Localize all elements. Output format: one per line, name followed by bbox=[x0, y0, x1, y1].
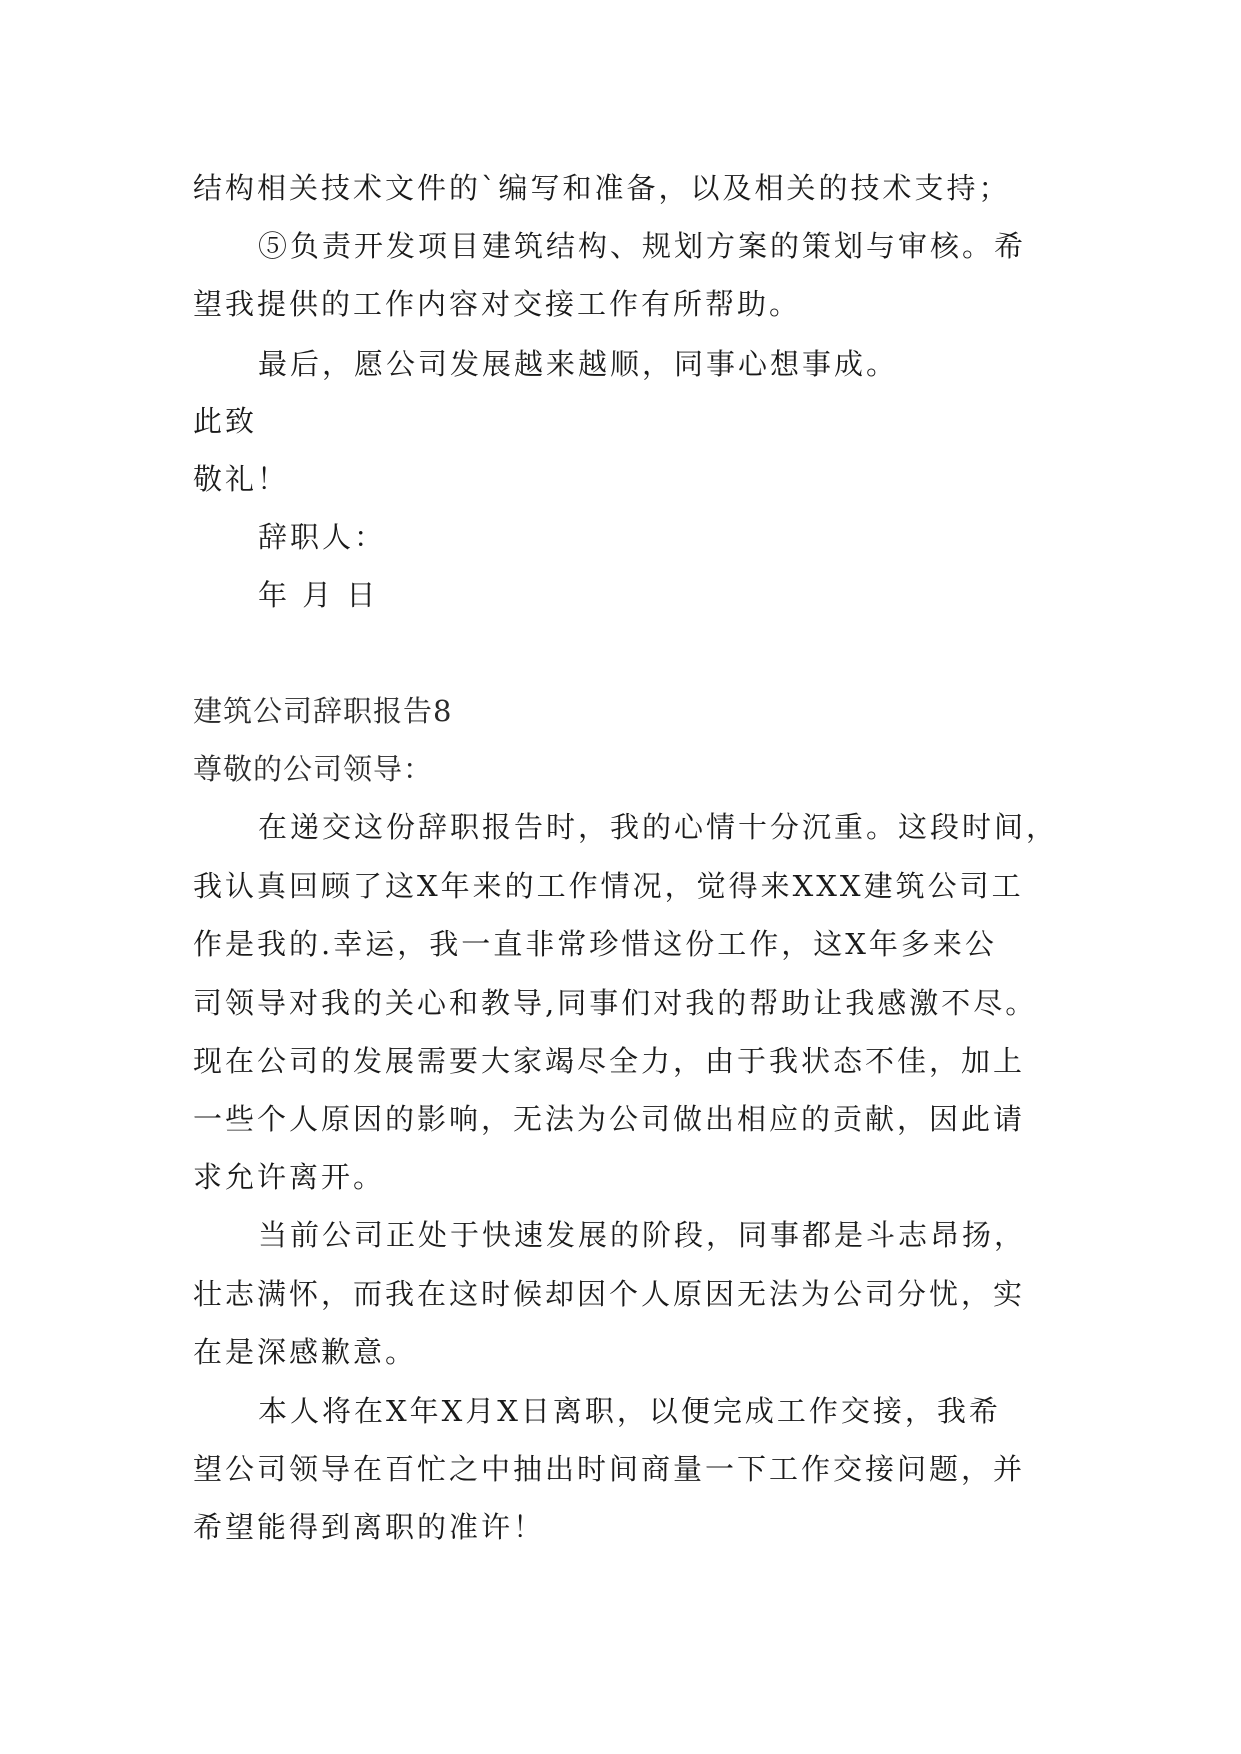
text-line: 我认真回顾了这X年来的工作情况，觉得来XXX建筑公司工 bbox=[193, 869, 1024, 903]
text-line: 壮志满怀，而我在这时候却因个人原因无法为公司分忧，实 bbox=[193, 1277, 1026, 1311]
text-line: 一些个人原因的影响，无法为公司做出相应的贡献，因此请 bbox=[193, 1102, 1026, 1136]
text-line: 希望能得到离职的准许！ bbox=[193, 1510, 546, 1544]
text-line: 此致 bbox=[193, 404, 258, 438]
text-line: 司领导对我的关心和教导,同事们对我的帮助让我感激不尽。 bbox=[193, 986, 1038, 1020]
section-title: 建筑公司辞职报告8 bbox=[193, 694, 453, 728]
text-line: 最后，愿公司发展越来越顺，同事心想事成。 bbox=[258, 347, 899, 381]
text-line: 敬礼！ bbox=[193, 462, 290, 496]
text-line: 本人将在X年X月X日离职，以便完成工作交接，我希 bbox=[258, 1394, 1001, 1428]
text-line: 年 月 日 bbox=[258, 578, 379, 612]
text-line: 当前公司正处于快速发展的阶段，同事都是斗志昂扬， bbox=[258, 1218, 1027, 1252]
text-line: 作是我的.幸运，我一直非常珍惜这份工作，这X年多来公 bbox=[193, 927, 997, 961]
text-line: 望公司领导在百忙之中抽出时间商量一下工作交接问题，并 bbox=[193, 1452, 1026, 1486]
text-line: 现在公司的发展需要大家竭尽全力，由于我状态不佳，加上 bbox=[193, 1044, 1026, 1078]
text-line: ⑤负责开发项目建筑结构、规划方案的策划与审核。希 bbox=[258, 229, 1027, 263]
text-line: 结构相关技术文件的`编写和准备，以及相关的技术支持； bbox=[193, 171, 1011, 205]
text-line: 求允许离开。 bbox=[193, 1160, 386, 1194]
text-line: 在是深感歉意。 bbox=[193, 1335, 418, 1369]
text-line: 在递交这份辞职报告时，我的心情十分沉重。这段时间， bbox=[258, 810, 1059, 844]
text-line: 辞职人： bbox=[258, 520, 387, 554]
salutation: 尊敬的公司领导： bbox=[193, 752, 434, 786]
text-line: 望我提供的工作内容对交接工作有所帮助。 bbox=[193, 287, 802, 321]
